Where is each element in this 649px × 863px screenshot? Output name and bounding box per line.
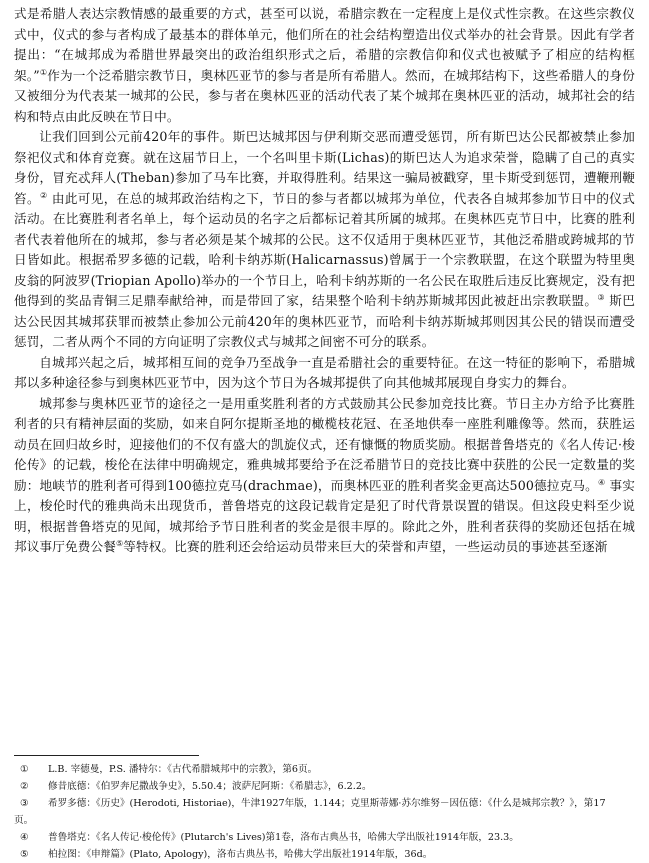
footnote-number: ② [20,781,29,792]
paragraph-text: 由此可见，在总的城邦政治结构之下，节日的参与者都以城邦为单位，代表各自城邦参加节日中的仪式活动。在比赛胜利者名单上，每个运动员的名字之后都标记着其所属的城邦。在奥林匹克节日中，比赛的胜利者代表着他所在的城邦，参与者必须是某个城邦的公民。这不仅适用于奥林匹亚节，其他泛希腊或跨城邦的节日皆如此。根据希罗多德的记载，哈利卡纳苏斯(Halicarnassus)曾属于一个宗教联盟，在这个联盟为特里奥皮翁的阿波罗(Triopian Apollo)举办的一个节日上，哈利卡纳苏斯的一名公民在取胜后违反比赛规定，没有把他得到的奖品青铜三足鼎奉献给神，而是带回了家，结果整个哈利卡纳苏斯城邦因此被赶出宗教联盟。 [14,190,635,308]
footnote [14,761,635,778]
paragraph-text: 作为一个泛希腊宗教节日，奥林匹亚节的参与者是所有希腊人。然而，在城邦结构下，这些希腊人的身份又被细分为代表某一城邦的公民，参与者在奥林匹亚的活动代表了某个城邦在奥林匹亚的活动，城邦社会的结构和特点由此反映在节日中。 [14,67,635,124]
footnote-text: 希罗多德：《历史》(Herodoti, Historiae)，牛津1927年版，1.144；克里斯蒂娜·苏尔维努－因伍德：《什么是城邦宗教？》，第17 [48,798,606,809]
footnote-marker[interactable]: ④ [597,477,606,487]
paragraph [14,127,635,353]
footnote-number: ① [20,764,29,775]
footnote [14,795,635,812]
footnote-text: 柏拉图：《申辩篇》(Plato, Apology)，洛布古典丛书，哈佛大学出版社1914年版，36d。 [48,849,433,860]
paragraph [14,353,635,394]
footnote-marker[interactable]: ⑤ [115,538,124,548]
paragraph-text: 斯巴达公民因其城邦获罪而被禁止参加公元前420年的奥林匹亚节，而哈利卡纳苏斯城邦则因其公民的错误而遭受惩罚，二者从两个不同的方向证明了宗教仪式与城邦之间密不可分的联系。 [14,293,635,349]
footnote-text-continued: 页。 [14,815,34,826]
paragraph-text: 式是希腊人表达宗教情感的最重要的方式，甚至可以说，希腊宗教在一定程度上是仪式性宗教。在这些宗教仪式中，仪式的参与者构成了最基本的群体单元，他们所在的社会结构塑造出仪式举办的社会背景。因此有学者提出：“在城邦成为希腊世界最突出的政治组织形式之后，希腊的宗教信仰和仪式也被赋予了相应的结构框架。” [14,6,635,83]
paragraph-text: 等特权。比赛的胜利还会给运动员带来巨大的荣誉和声望，一些运动员的事迹甚至逐渐 [123,539,608,554]
footnotes [14,761,635,863]
footnote-text: 修昔底德：《伯罗奔尼撒战争史》，5.50.4；波萨尼阿斯：《希腊志》，6.2.2。 [48,781,372,792]
footnote [14,846,635,863]
footnote-marker[interactable]: ① [39,67,48,77]
footnote-number: ⑤ [20,849,29,860]
paragraph-text: 自城邦兴起之后，城邦相互间的竞争乃至战争一直是希腊社会的重要特征。在这一特征的影响下，希腊城邦以多种途径参与到奥林匹亚节中，因为这个节日为各城邦提供了向其他城邦展现自身实力的舞台。 [14,354,635,390]
body-text [14,4,635,558]
footnote [14,829,635,846]
paragraph [14,4,635,127]
footnote-number: ③ [20,798,29,809]
footnote-marker[interactable]: ② [39,190,48,200]
footnote-text: 普鲁塔克：《名人传记·梭伦传》(Plutarch's Lives)第1卷，洛布古典丛书，哈佛大学出版社1914年版，23.3。 [48,832,519,843]
footnote-number: ④ [20,832,29,843]
paragraph-text: 让我们回到公元前420年的事件。斯巴达城邦因与伊利斯交恶而遭受惩罚，所有斯巴达公民都被禁止参加祭祀仪式和体育竞赛。就在这届节日上，一个名叫里卡斯(Lichas)的斯巴达人为追求荣誉，隐瞒了自己的真实身份，冒充忒拜人(Theban)参加了马车比赛，并取得胜利。结果这一骗局被戳穿，里卡斯受到惩罚，遭鞭刑鞭笞。 [14,129,635,206]
footnote-marker[interactable]: ③ [597,292,605,302]
paragraph-text: 事实上，梭伦时代的雅典尚未出现货币，普鲁塔克的这段记载肯定是犯了时代背景误置的错误。但这段史料至少说明，根据普鲁塔克的见闻，城邦给予节日胜利者的奖金是很丰厚的。除此之外，胜利者获得的奖励还包括在城邦议事厅免费公餐 [14,477,635,554]
footnote-text: L.B. 宰德曼，P.S. 潘特尔：《古代希腊城邦中的宗教》，第6页。 [48,764,318,775]
paragraph [14,394,635,558]
paragraph-text: 城邦参与奥林匹亚节的途径之一是用重奖胜利者的方式鼓励其公民参加竞技比赛。节日主办方给予比赛胜利者的只有精神层面的奖励，如来自阿尔提斯圣地的橄榄枝花冠、在圣地供奉一座胜利雕像等。然而，获胜运动员在回归故乡时，迎接他们的不仅有盛大的凯旋仪式，还有慷慨的物质奖励。根据普鲁塔克的《名人传记·梭伦传》的记载，梭伦在法律中明确规定，雅典城邦要给予在泛希腊节日的竞技比赛中获胜的公民一定数量的奖励：地峡节的胜利者可得到100德拉克马(drachmae)，而奥林匹亚的胜利者奖金更高达500德拉克马。 [14,395,635,493]
footnote-rule [14,755,199,756]
footnote [14,778,635,795]
